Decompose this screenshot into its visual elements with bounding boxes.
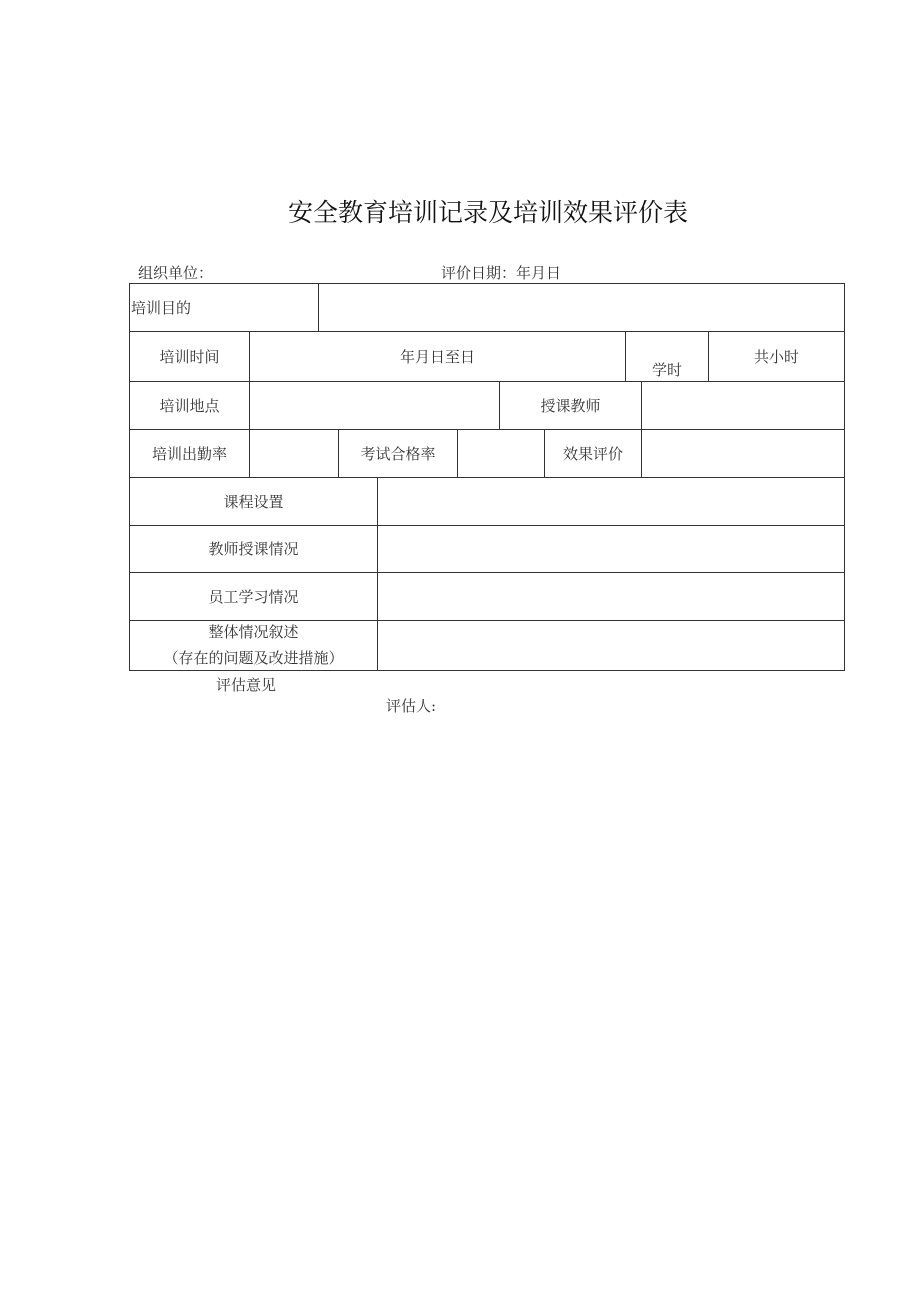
overall-summary-label: 整体情况叙述	[208, 623, 299, 641]
course-setup-label: 课程设置	[223, 493, 284, 511]
org-unit-label: 组织单位：	[138, 264, 214, 282]
assessment-opinion-label: 评估意见	[216, 676, 277, 694]
teacher-performance-label: 教师授课情况	[208, 540, 299, 558]
training-purpose-label: 培训目的	[131, 299, 192, 317]
teacher-label: 授课教师	[540, 397, 601, 415]
effect-evaluation-label: 效果评价	[562, 445, 623, 463]
overall-summary-sublabel: （存在的问题及改进措施）	[163, 649, 344, 667]
training-time-label: 培训时间	[159, 348, 220, 366]
attendance-rate-label: 培训出勤率	[151, 445, 227, 463]
assessor-label: 评估人:	[386, 697, 437, 715]
class-hours-label: 学时	[651, 361, 682, 379]
eval-date-label: 评价日期：年月日	[441, 264, 562, 282]
employee-learning-label: 员工学习情况	[208, 588, 299, 606]
exam-pass-rate-label: 考试合格率	[360, 445, 436, 463]
training-date-range[interactable]: 年月日至日	[399, 348, 475, 366]
page-title: 安全教育培训记录及培训效果评价表	[287, 198, 688, 227]
training-location-label: 培训地点	[159, 397, 220, 415]
total-hours[interactable]: 共小时	[753, 348, 799, 366]
